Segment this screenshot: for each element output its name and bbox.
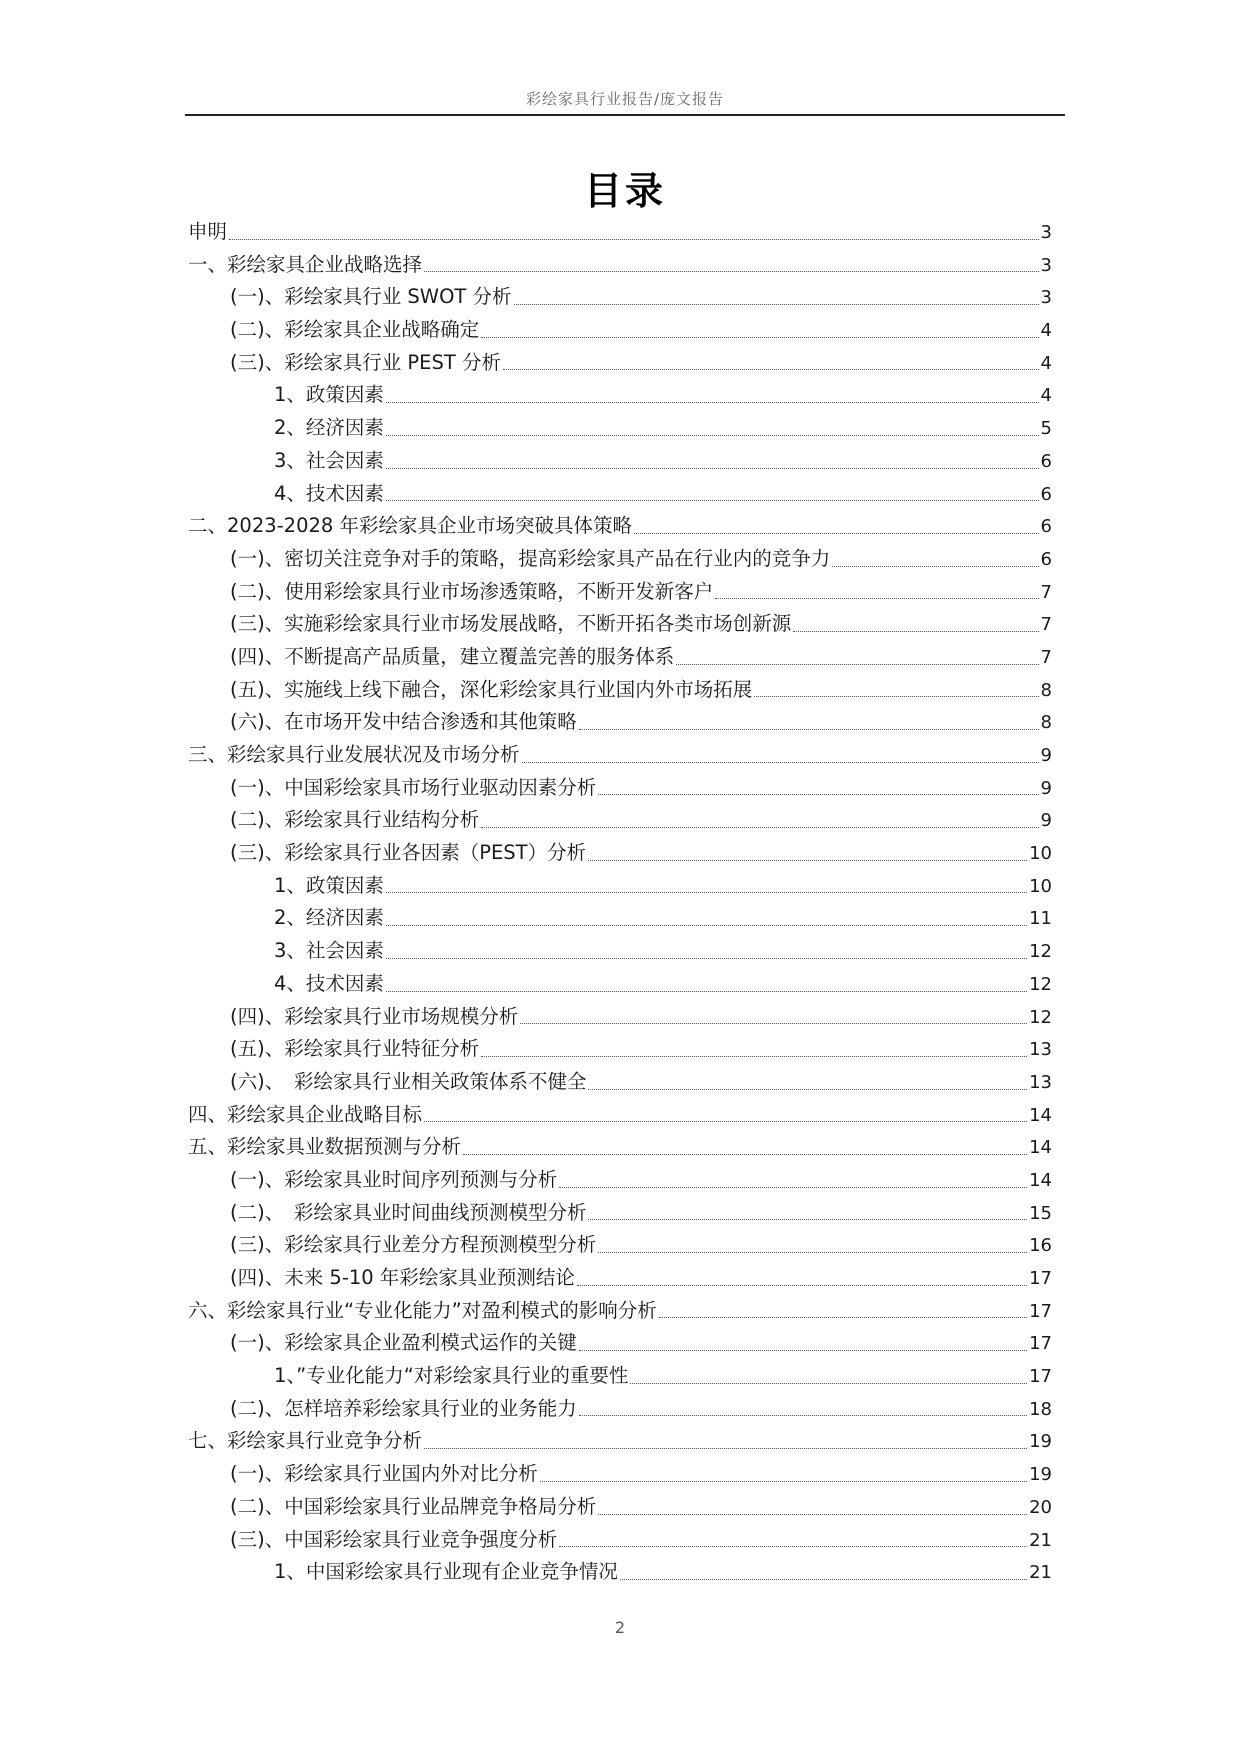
toc-entry-page: 4	[1040, 352, 1052, 374]
toc-entry-page: 9	[1040, 810, 1052, 832]
toc-entry-title: (三)、中国彩绘家具行业竞争强度分析	[230, 1527, 558, 1551]
toc-dot-leader	[630, 1382, 1027, 1384]
toc-entry-title: (三)、彩绘家具行业 PEST 分析	[230, 350, 501, 374]
toc-entry-page: 12	[1029, 973, 1052, 995]
toc-entry-page: 13	[1029, 1071, 1052, 1093]
toc-entry-page: 3	[1040, 254, 1052, 276]
toc-entry-page: 8	[1040, 679, 1052, 701]
toc-dot-leader	[386, 891, 1027, 893]
toc-dot-leader	[588, 859, 1027, 861]
toc-entry-title: (三)、实施彩绘家具行业市场发展战略，不断开拓各类市场创新源	[230, 612, 792, 636]
toc-entry[interactable]	[188, 772, 1052, 805]
toc-dot-leader	[481, 336, 1038, 338]
toc-entry-title: (五)、彩绘家具行业特征分析	[230, 1037, 480, 1061]
toc-dot-leader	[598, 1513, 1027, 1515]
toc-dot-leader	[754, 695, 1038, 697]
toc-entry[interactable]	[188, 1556, 1052, 1589]
toc-entry-page: 17	[1029, 1268, 1052, 1289]
toc-entry[interactable]	[188, 1524, 1052, 1557]
toc-entry-title: (一)、彩绘家具企业盈利模式运作的关键	[230, 1331, 577, 1355]
toc-entry-page: 6	[1040, 516, 1052, 538]
toc-entry-title: 三、彩绘家具行业发展状况及市场分析	[188, 743, 520, 766]
toc-entry[interactable]	[188, 641, 1052, 674]
toc-entry-title: (一)、彩绘家具业时间序列预测与分析	[230, 1167, 558, 1191]
toc-entry-title: 二、2023-2028 年彩绘家具企业市场突破具体策略	[188, 514, 632, 538]
toc-entry-page: 6	[1040, 548, 1052, 570]
toc-entry[interactable]	[188, 1033, 1052, 1066]
toc-dot-leader	[229, 238, 1039, 240]
toc-entry[interactable]	[188, 706, 1052, 739]
toc-dot-leader	[481, 1055, 1027, 1057]
toc-entry[interactable]	[188, 1360, 1052, 1393]
toc-entry[interactable]	[188, 968, 1052, 1001]
toc-entry[interactable]	[188, 837, 1052, 870]
toc-entry[interactable]	[188, 1066, 1052, 1099]
page-title: 目录	[583, 169, 666, 213]
toc-entry-title: (四)、彩绘家具行业市场规模分析	[230, 1004, 519, 1028]
toc-entry-title: 3、社会因素	[274, 448, 384, 472]
toc-entry[interactable]	[188, 1164, 1052, 1197]
toc-dot-leader	[832, 565, 1038, 567]
toc-entry-page: 18	[1029, 1398, 1052, 1420]
toc-dot-leader	[386, 499, 1039, 501]
toc-entry[interactable]	[188, 281, 1052, 314]
toc-dot-leader	[579, 1414, 1027, 1416]
toc-entry[interactable]	[188, 379, 1052, 412]
toc-dot-leader	[386, 957, 1027, 959]
toc-entry-page: 10	[1029, 875, 1052, 897]
toc-dot-leader	[386, 467, 1039, 469]
toc-dot-leader	[579, 1349, 1027, 1351]
toc-entry[interactable]	[188, 543, 1052, 576]
toc-entry[interactable]	[188, 314, 1052, 347]
toc-dot-leader	[588, 1218, 1027, 1220]
toc-entry-title: 五、彩绘家具业数据预测与分析	[188, 1135, 462, 1159]
toc-entry-page: 9	[1040, 777, 1052, 799]
toc-entry-title: (二)、怎样培养彩绘家具行业的业务能力	[230, 1396, 577, 1420]
running-header: 彩绘家具行业报告/庞文报告	[525, 90, 725, 108]
toc-entry-title: (二)、彩绘家具企业战略确定	[230, 318, 480, 342]
toc-entry-page: 15	[1029, 1202, 1052, 1224]
toc-entry[interactable]	[188, 608, 1052, 641]
toc-entry-page: 8	[1040, 712, 1052, 734]
toc-entry-page: 7	[1040, 614, 1052, 636]
toc-entry-title: 六、彩绘家具行业“专业化能力”对盈利模式的影响分析	[188, 1298, 657, 1322]
toc-entry-page: 10	[1029, 843, 1052, 865]
toc-entry[interactable]	[188, 1099, 1052, 1132]
toc-entry-page: 21	[1029, 1529, 1052, 1551]
toc-entry-title: (一)、密切关注竞争对手的策略，提高彩绘家具产品在行业内的竞争力	[230, 546, 831, 570]
toc-dot-leader	[463, 1153, 1027, 1155]
toc-entry-title: (六)、 彩绘家具行业相关政策体系不健全	[230, 1069, 587, 1093]
toc-dot-leader	[386, 401, 1039, 403]
toc-dot-leader	[481, 826, 1038, 828]
toc-entry-title: 1、政策因素	[274, 873, 384, 897]
toc-entry-title: 七、彩绘家具行业竞争分析	[188, 1429, 423, 1453]
toc-dot-leader	[793, 630, 1038, 632]
toc-dot-leader	[579, 728, 1039, 730]
toc-entry-page: 14	[1029, 1104, 1052, 1126]
toc-entry[interactable]	[188, 1327, 1052, 1360]
toc-entry-page: 19	[1029, 1464, 1052, 1486]
toc-dot-leader	[620, 1578, 1027, 1580]
toc-entry-page: 14	[1029, 1137, 1052, 1159]
toc-entry-page: 17	[1029, 1366, 1052, 1388]
toc-entry-page: 16	[1029, 1235, 1052, 1257]
toc-entry-title: (一)、彩绘家具行业 SWOT 分析	[230, 285, 512, 309]
toc-dot-leader	[386, 434, 1039, 436]
toc-entry[interactable]	[188, 478, 1052, 511]
toc-entry-title: 2、经济因素	[274, 906, 384, 930]
toc-entry[interactable]	[188, 1262, 1052, 1295]
toc-entry[interactable]	[188, 804, 1052, 837]
toc-entry[interactable]	[188, 576, 1052, 609]
toc-dot-leader	[634, 532, 1039, 534]
toc-entry[interactable]	[188, 1001, 1052, 1034]
toc-entry-title: 3、社会因素	[274, 939, 384, 963]
toc-entry-title: (三)、彩绘家具行业各因素（PEST）分析	[230, 841, 587, 865]
toc-entry-title: (一)、彩绘家具行业国内外对比分析	[230, 1462, 538, 1486]
toc-entry-title: (二)、彩绘家具行业结构分析	[230, 808, 480, 832]
toc-entry[interactable]	[188, 902, 1052, 935]
toc-entry-page: 6	[1040, 483, 1052, 505]
toc-entry-title: 1、政策因素	[274, 383, 384, 407]
toc-entry-title: 四、彩绘家具企业战略目标	[188, 1102, 423, 1126]
toc-dot-leader	[559, 1545, 1027, 1547]
toc-dot-leader	[386, 990, 1027, 992]
toc-entry-title: 4、技术因素	[274, 481, 384, 505]
toc-dot-leader	[424, 1447, 1027, 1449]
toc-entry-title: (二)、 彩绘家具业时间曲线预测模型分析	[230, 1200, 587, 1224]
toc-entry[interactable]	[188, 1458, 1052, 1491]
toc-entry-page: 19	[1029, 1431, 1052, 1453]
toc-entry[interactable]	[188, 510, 1052, 543]
toc-entry-page: 7	[1040, 646, 1052, 668]
toc-entry[interactable]	[188, 412, 1052, 445]
toc-entry-title: (三)、彩绘家具行业差分方程预测模型分析	[230, 1233, 597, 1257]
toc-entry-title: (二)、使用彩绘家具行业市场渗透策略，不断开发新客户	[230, 579, 714, 603]
toc-entry-page: 5	[1040, 418, 1052, 440]
toc-entry[interactable]	[188, 1131, 1052, 1164]
toc-entry-title: (一)、中国彩绘家具市场行业驱动因素分析	[230, 775, 597, 799]
toc-entry[interactable]	[188, 347, 1052, 380]
header-divider	[185, 114, 1065, 116]
toc-entry-page: 6	[1040, 450, 1052, 472]
toc-entry[interactable]	[188, 216, 1052, 249]
toc-entry-title: 1、”专业化能力“对彩绘家具行业的重要性	[274, 1364, 629, 1388]
toc-entry-title: (六)、在市场开发中结合渗透和其他策略	[230, 710, 577, 734]
toc-entry-title: 4、技术因素	[274, 971, 384, 995]
toc-entry-title: (五)、实施线上线下融合，深化彩绘家具行业国内外市场拓展	[230, 677, 753, 701]
toc-entry[interactable]	[188, 1491, 1052, 1524]
toc-dot-leader	[514, 303, 1039, 305]
toc-entry-page: 17	[1029, 1300, 1052, 1322]
toc-dot-leader	[424, 270, 1039, 272]
toc-entry[interactable]	[188, 249, 1052, 282]
toc-entry-title: 1、中国彩绘家具行业现有企业竞争情况	[274, 1560, 618, 1584]
toc-entry-title: (二)、中国彩绘家具行业品牌竞争格局分析	[230, 1494, 597, 1518]
toc-dot-leader	[522, 761, 1039, 763]
toc-entry[interactable]	[188, 1295, 1052, 1328]
toc-entry-title: (四)、不断提高产品质量，建立覆盖完善的服务体系	[230, 644, 675, 668]
toc-dot-leader	[503, 368, 1039, 370]
toc-dot-leader	[659, 1316, 1027, 1318]
toc-entry-page: 7	[1040, 581, 1052, 603]
toc-entry-title: 一、彩绘家具企业战略选择	[188, 252, 423, 276]
toc-dot-leader	[715, 597, 1038, 599]
toc-entry-page: 4	[1040, 320, 1052, 342]
toc-entry-page: 13	[1029, 1039, 1052, 1061]
toc-entry-page: 12	[1029, 1006, 1052, 1028]
toc-entry-title: (四)、未来 5-10 年彩绘家具业预测结论	[230, 1266, 575, 1289]
toc-entry-page: 4	[1040, 385, 1052, 407]
toc-entry-page: 3	[1040, 222, 1052, 243]
toc-dot-leader	[559, 1186, 1027, 1188]
toc-entry-page: 21	[1029, 1562, 1052, 1584]
toc-entry-page: 12	[1029, 941, 1052, 963]
toc-entry-page: 14	[1029, 1169, 1052, 1191]
toc-entry[interactable]	[188, 1197, 1052, 1230]
toc-entry-page: 9	[1040, 745, 1052, 766]
toc-entry[interactable]	[188, 445, 1052, 478]
toc-dot-leader	[386, 924, 1027, 926]
toc-dot-leader	[540, 1480, 1027, 1482]
toc-entry[interactable]	[188, 1229, 1052, 1262]
toc-entry-page: 11	[1029, 908, 1052, 930]
toc-entry-title: 2、经济因素	[274, 416, 384, 440]
toc-entry-title: 申明	[188, 220, 228, 243]
toc-dot-leader	[577, 1284, 1027, 1286]
table-of-contents	[188, 216, 1052, 1589]
toc-entry[interactable]	[188, 870, 1052, 903]
toc-entry[interactable]	[188, 935, 1052, 968]
toc-entry[interactable]	[188, 674, 1052, 707]
toc-dot-leader	[520, 1022, 1027, 1024]
toc-entry[interactable]	[188, 1425, 1052, 1458]
toc-entry[interactable]	[188, 739, 1052, 772]
toc-entry-page: 17	[1029, 1333, 1052, 1355]
toc-dot-leader	[676, 663, 1038, 665]
toc-dot-leader	[598, 1251, 1027, 1253]
toc-entry-page: 20	[1029, 1496, 1052, 1518]
toc-entry[interactable]	[188, 1393, 1052, 1426]
toc-dot-leader	[424, 1120, 1027, 1122]
toc-entry-page: 3	[1040, 287, 1052, 309]
page-number: 2	[614, 1618, 626, 1637]
toc-dot-leader	[588, 1088, 1027, 1090]
toc-dot-leader	[598, 793, 1038, 795]
